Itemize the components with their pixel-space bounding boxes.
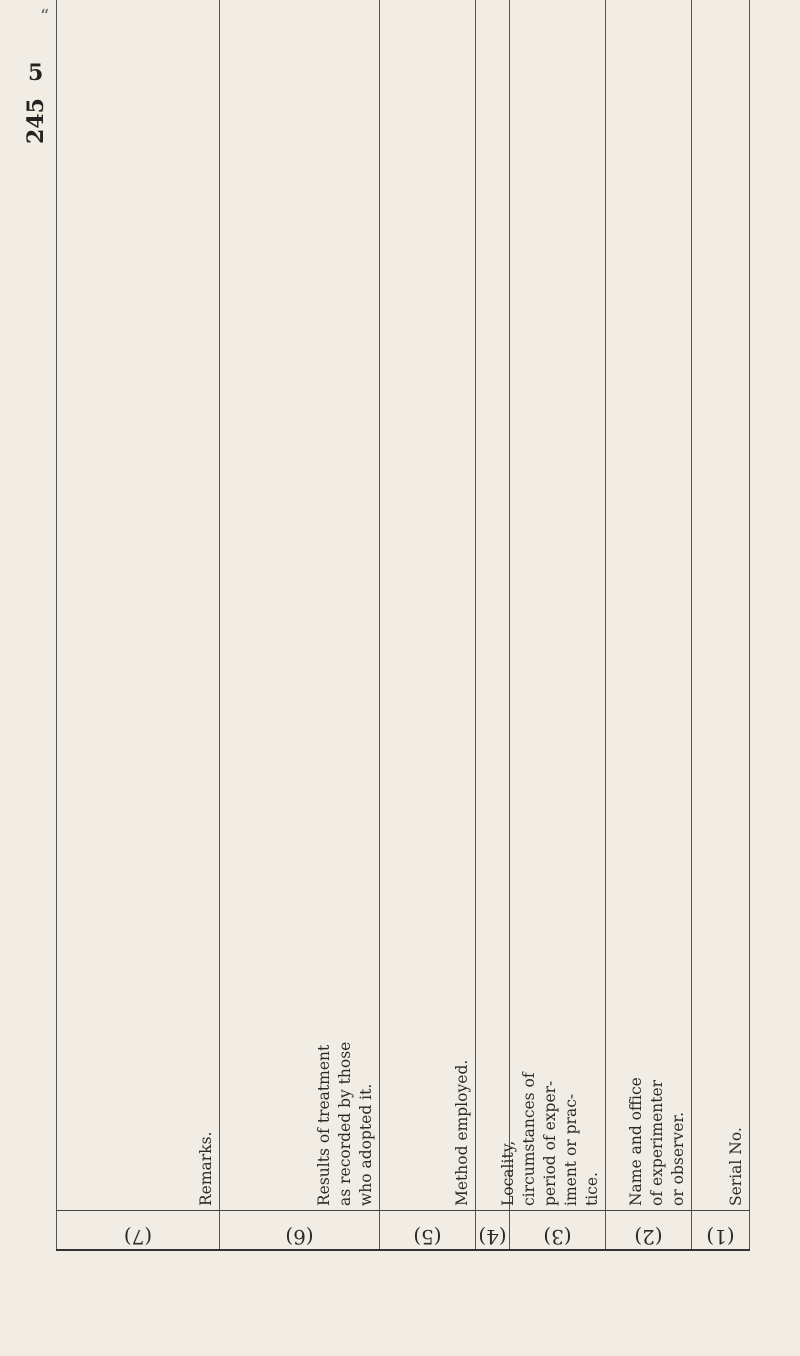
- results-label: [312, 0, 379, 1210]
- col-header-locality-num: (3): [543, 1225, 572, 1249]
- remarks-label-line: Remarks.: [197, 1131, 215, 1206]
- locality-label: [496, 0, 605, 1210]
- margin-quote-mark: “: [40, 6, 50, 27]
- col-header-locality: [510, 1211, 606, 1251]
- method-label-cell: [380, 0, 476, 1211]
- page-mark-left-top: 245: [23, 98, 49, 144]
- locality-label-line: period of exper-: [541, 1080, 559, 1206]
- header-row: [57, 1211, 750, 1251]
- remarks-label-cell: [57, 0, 220, 1211]
- locality-label-line: Locality,: [499, 1140, 517, 1206]
- method-label-line: Method employed.: [453, 1059, 471, 1206]
- col-header-serial-num: (1): [706, 1225, 735, 1249]
- col-header-4: [476, 1211, 510, 1251]
- col-header-5: [380, 1211, 476, 1251]
- col-header-5-num: (5): [413, 1225, 442, 1249]
- col-header-4-num: (4): [478, 1225, 507, 1249]
- results-label-line: Results of treatment: [315, 1044, 333, 1206]
- name-label: [624, 0, 691, 1210]
- header-label-row: [57, 0, 750, 1211]
- locality-label-line: circumstances of: [520, 1072, 538, 1206]
- results-label-cell: [220, 0, 380, 1211]
- locality-label-cell: [499, 0, 606, 1211]
- col-header-name: [606, 1211, 692, 1251]
- blank-label-cell: [476, 0, 510, 1211]
- name-label-cell: [606, 0, 692, 1211]
- serial-no-label: Serial No.: [727, 1127, 745, 1206]
- serial-no-label-cell: [692, 0, 750, 1211]
- col-header-serial: [692, 1211, 750, 1251]
- col-header-7: [57, 1211, 220, 1251]
- col-header-6-num: (6): [285, 1225, 314, 1249]
- remarks-label: [194, 0, 219, 1210]
- method-label: [450, 0, 475, 1210]
- locality-label-line: tice.: [583, 1172, 601, 1206]
- col-header-6: [220, 1211, 380, 1251]
- results-label-line: as recorded by those: [336, 1041, 354, 1206]
- col-header-7-num: (7): [123, 1225, 153, 1249]
- results-label-line: who adopted it.: [357, 1083, 375, 1206]
- name-label-line: Name and office: [627, 1077, 645, 1206]
- records-table: [56, 0, 750, 1251]
- col-header-name-num: (2): [634, 1225, 663, 1249]
- page-mark-left-mid: 5: [28, 60, 44, 86]
- name-label-line: or observer.: [669, 1111, 687, 1206]
- name-label-line: of experimenter: [648, 1079, 666, 1206]
- locality-label-line: iment or prac-: [562, 1093, 580, 1206]
